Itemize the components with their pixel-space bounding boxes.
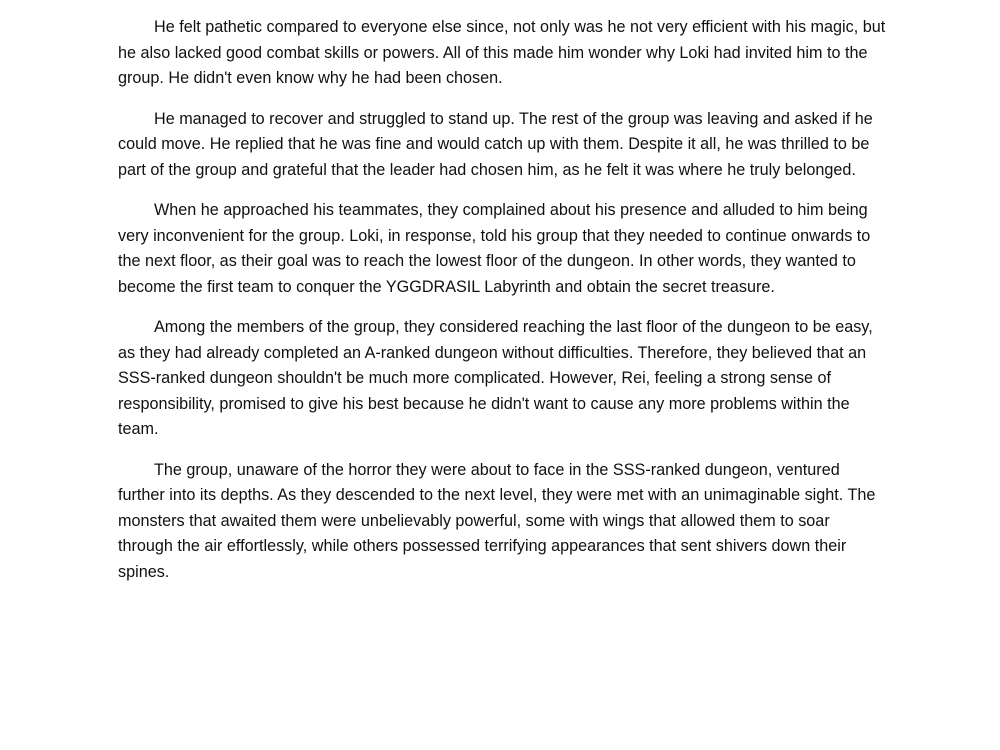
paragraph-3: When he approached his teammates, they complained about his presence and alluded to him being very inconvenient for the group. Loki, in response, told his group that they needed to continue onwards to the next floor, as their goal was to reach the lowest floor of the dungeon. In other words, they wanted to become the first team to conquer the YGGDRASIL Labyrinth and obtain the secret treasure. bbox=[118, 201, 871, 296]
paragraph-4: Among the members of the group, they considered reaching the last floor of the dungeon to be easy, as they had already completed an A-ranked dungeon without difficulties. Therefore, they believed that an SSS-ranked dungeon shouldn't be much more complicated. However, Rei, feeling a strong sense of responsibility, promised to give his best because he didn't want to cause any more problems within the team. bbox=[118, 318, 873, 438]
paragraph-1: He felt pathetic compared to everyone else since, not only was he not very efficient with his magic, but he also lacked good combat skills or powers. All of this made him wonder why Loki had invited him to the group. He didn't even know why he had been chosen. bbox=[118, 18, 886, 87]
paragraph-5: The group, unaware of the horror they were about to face in the SSS-ranked dungeon, ventured further into its depths. As they descended to the next level, they were met with an unimaginable sight. The monsters that awaited them were unbelievably powerful, some with wings that allowed them to soar through the air effortlessly, while others possessed terrifying appearances that sent shivers down their spines. bbox=[118, 460, 876, 581]
paragraph-2: He managed to recover and struggled to stand up. The rest of the group was leaving and asked if he could move. He replied that he was fine and would catch up with them. Despite it all, he was thrilled to be part of the group and grateful that the leader had chosen him, as he felt it was where he truly belonged. bbox=[118, 109, 873, 179]
document-page bbox=[118, 15, 888, 600]
